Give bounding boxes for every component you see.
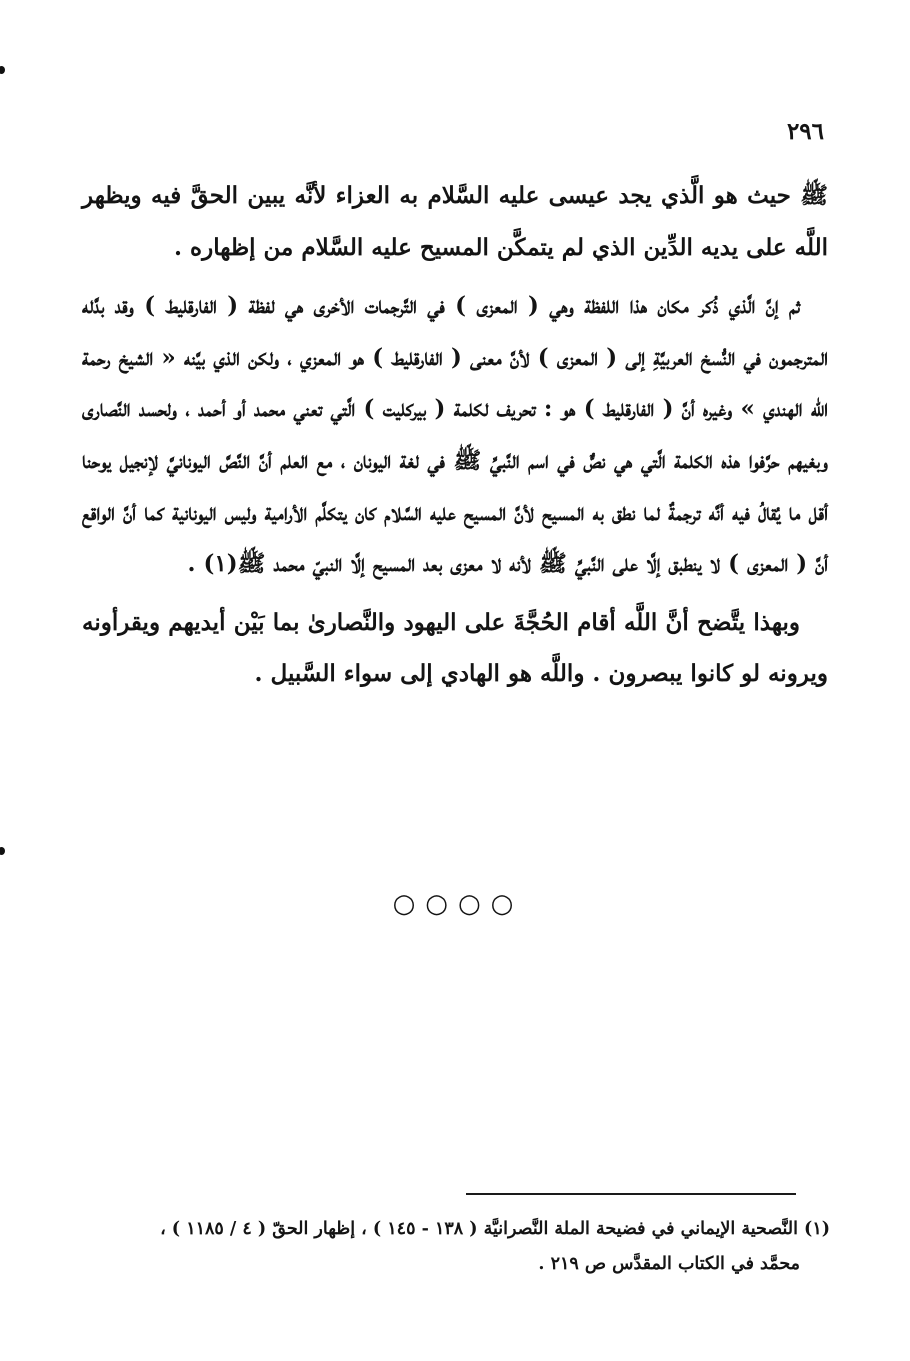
footnote bbox=[82, 1212, 830, 1282]
paragraph-1: ﷺ حيث هو الَّذي يجد عيسى عليه السَّلام به العزاء لأنَّه يبين الحقَّ فيه ويظهر اللَّه على يديه الدِّين الذي لم يتمكَّن المسيح عليه السَّلام من إظهاره . bbox=[82, 182, 828, 261]
paragraph-2: ثم إنَّ الَّذي ذُكر مكان هذا اللفظة وهي ( المعزى ) في التَّرجمات الأخرى هي لفظة ( الفارقليط ) وقد بدَّله المترجمون في النُّسخ العربيَّةِ إلى ( المعزى ) لأنَّ معنى ( الفارقليط ) هو المعزي ، ولكن الذي بيَّنه « الشيخ رحمة الله الهندي » وغيره أنَّ ( الفارقليط ) هو : تحريف لكلمة ( بيركليت ) الَّتي تعني محمد أو أحمد ، ولحسد النَّصارى وبغيهم حرَّفوا هذه الكلمة الَّتي هي نصٌّ في اسم النَّبيِّ ﷺ في لغة اليونان ، مع العلم أنَّ النَّصَّ اليونانيَّ لإنجيل يوحنا أقل ما يُقالُ فيه أنَّه ترجمةٌ لما نطق به المسيح لأنَّ المسيح عليه السَّلام كان يتكلَّم الأرامية وليس اليونانية كما أنَّ الواقع أنَّ ( المعزى ) لا ينطبق إلَّا على النَّبيِّ ﷺ لأنه لا معزى بعد المسيح إلَّا النبيّ محمد ﷺ(١) . bbox=[82, 292, 828, 578]
body-text bbox=[82, 170, 828, 700]
paragraph-separator bbox=[82, 273, 828, 280]
page-number: ٢٩٦ bbox=[786, 118, 824, 145]
footnote-divider bbox=[466, 1193, 796, 1195]
paragraph-3: وبهذا يتَّضح أنَّ اللَّه أقام الحُجَّةَ على اليهود والنَّصارىٰ بما بَيْن أيديهم ويقرأونه ويرونه لو كانوا يبصرون . واللَّه هو الهادي إلى سواء السَّبيل . bbox=[82, 608, 828, 688]
margin-mark bbox=[0, 66, 5, 74]
footnote-line-2: محمَّد في الكتاب المقدَّس ص ٢١٩ . bbox=[538, 1254, 800, 1274]
footnote-line-1: (١) النَّصحية الإيماني في فضيحة الملة النَّصرانيَّة ( ١٣٨ - ١٤٥ ) ، إظهار الحقّ ( ٤ / ١١٨٥ ) ، bbox=[160, 1219, 830, 1239]
end-marks: ○○○○ bbox=[392, 889, 524, 919]
paragraph-separator bbox=[82, 590, 828, 597]
margin-mark bbox=[0, 847, 5, 855]
